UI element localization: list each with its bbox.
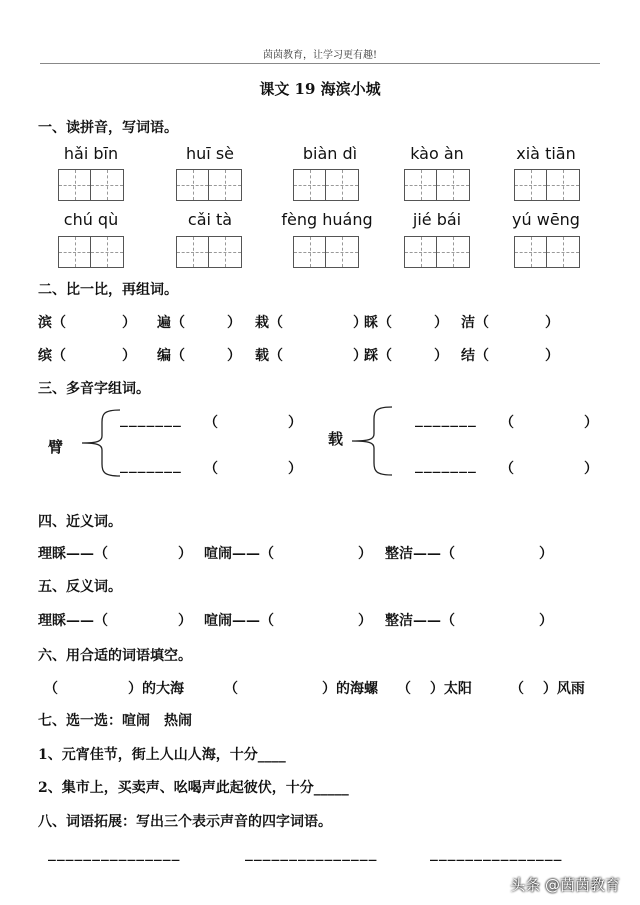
writing-grid-1-3[interactable] bbox=[293, 169, 359, 201]
polyphone-1-blank-2[interactable]: _______ bbox=[120, 459, 182, 474]
writing-grid-1-4[interactable] bbox=[404, 169, 470, 201]
compare-1-1: 滨（ ） bbox=[38, 315, 136, 331]
antonym-3: 整洁——（ ） bbox=[385, 613, 553, 629]
polyphone-char-1: 臂 bbox=[48, 438, 64, 456]
expand-blank-3[interactable]: _______________ bbox=[430, 847, 563, 862]
antonym-1: 理睬——（ ） bbox=[38, 613, 192, 629]
writing-grid-2-1[interactable] bbox=[58, 236, 124, 268]
pinyin-1-4: kào àn bbox=[410, 144, 464, 163]
fill-in-2: （ ）的海螺 bbox=[224, 681, 378, 697]
compare-1-2: 遍（ ） bbox=[157, 315, 241, 331]
fill-in-3: （ ）太阳 bbox=[397, 681, 472, 697]
writing-grid-2-4[interactable] bbox=[404, 236, 470, 268]
compare-2-2: 编（ ） bbox=[157, 348, 241, 364]
pinyin-1-2: huī sè bbox=[186, 144, 234, 163]
polyphone-1-paren-1: （ ） bbox=[204, 415, 302, 431]
antonym-2: 喧闹——（ ） bbox=[204, 613, 372, 629]
synonym-2: 喧闹——（ ） bbox=[204, 546, 372, 562]
compare-2-3: 载（ ） bbox=[255, 348, 367, 364]
section-6-heading: 六、用合适的词语填空。 bbox=[38, 648, 192, 664]
polyphone-1-paren-2: （ ） bbox=[204, 461, 302, 477]
page-title: 课文 19 海滨小城 bbox=[259, 80, 381, 98]
polyphone-2-blank-1[interactable]: _______ bbox=[415, 413, 477, 428]
watermark bbox=[510, 874, 620, 895]
pinyin-1-3: biàn dì bbox=[302, 144, 358, 163]
synonym-3: 整洁——（ ） bbox=[385, 546, 553, 562]
expand-blank-2[interactable]: _______________ bbox=[245, 847, 378, 862]
section-3-heading: 三、多音字组词。 bbox=[38, 381, 150, 397]
expand-blank-1[interactable]: _______________ bbox=[48, 847, 181, 862]
compare-1-5: 洁（ ） bbox=[461, 315, 559, 331]
polyphone-2-paren-1: （ ） bbox=[500, 415, 598, 431]
section-7-heading: 七、选一选：喧闹 热闹 bbox=[38, 713, 192, 729]
section-1-heading: 一、读拼音，写词语。 bbox=[38, 120, 178, 136]
polyphone-1-blank-1[interactable]: _______ bbox=[120, 413, 182, 428]
pinyin-2-2: cǎi tà bbox=[187, 210, 233, 229]
section-5-heading: 五、反义词。 bbox=[38, 579, 122, 595]
writing-grid-1-1[interactable] bbox=[58, 169, 124, 201]
polyphone-2-paren-2: （ ） bbox=[500, 461, 598, 477]
section-2-heading: 二、比一比，再组词。 bbox=[38, 282, 178, 298]
header-tagline: 茵茵教育，让学习更有趣! bbox=[262, 50, 378, 61]
pinyin-2-3: fèng huáng bbox=[281, 210, 373, 229]
compare-2-5: 结（ ） bbox=[461, 348, 559, 364]
synonym-1: 理睬——（ ） bbox=[38, 546, 192, 562]
pinyin-1-1: hǎi bīn bbox=[63, 144, 119, 163]
writing-grid-2-3[interactable] bbox=[293, 236, 359, 268]
polyphone-char-2: 载 bbox=[328, 430, 344, 448]
writing-grid-1-2[interactable] bbox=[176, 169, 242, 201]
watermark-text: 头条 @茵茵教育 bbox=[510, 876, 620, 894]
writing-grid-2-2[interactable] bbox=[176, 236, 242, 268]
pinyin-2-5: yú wēng bbox=[512, 210, 580, 229]
choose-question-2: 2、集市上，买卖声、吆喝声此起彼伏，十分_____ bbox=[38, 780, 349, 796]
compare-2-1: 缤（ ） bbox=[38, 348, 136, 364]
pinyin-1-5: xià tiān bbox=[516, 144, 576, 163]
fill-in-4: （ ）风雨 bbox=[510, 681, 585, 697]
header-rule bbox=[40, 63, 600, 64]
writing-grid-1-5[interactable] bbox=[514, 169, 580, 201]
compare-1-3: 栽（ ） bbox=[255, 315, 367, 331]
compare-2-4: 踩（ ） bbox=[364, 348, 448, 364]
writing-grid-2-5[interactable] bbox=[514, 236, 580, 268]
pinyin-2-4: jié bái bbox=[412, 210, 462, 229]
fill-in-1: （ ）的大海 bbox=[44, 681, 184, 697]
section-8-heading: 八、词语拓展：写出三个表示声音的四字词语。 bbox=[38, 814, 332, 830]
choose-question-1: 1、元宵佳节，街上人山人海，十分____ bbox=[38, 747, 286, 763]
pinyin-2-1: chú qù bbox=[63, 210, 119, 229]
polyphone-2-blank-2[interactable]: _______ bbox=[415, 459, 477, 474]
section-4-heading: 四、近义词。 bbox=[38, 514, 122, 530]
brace-2 bbox=[346, 405, 394, 477]
compare-1-4: 睬（ ） bbox=[364, 315, 448, 331]
brace-1 bbox=[76, 408, 122, 478]
